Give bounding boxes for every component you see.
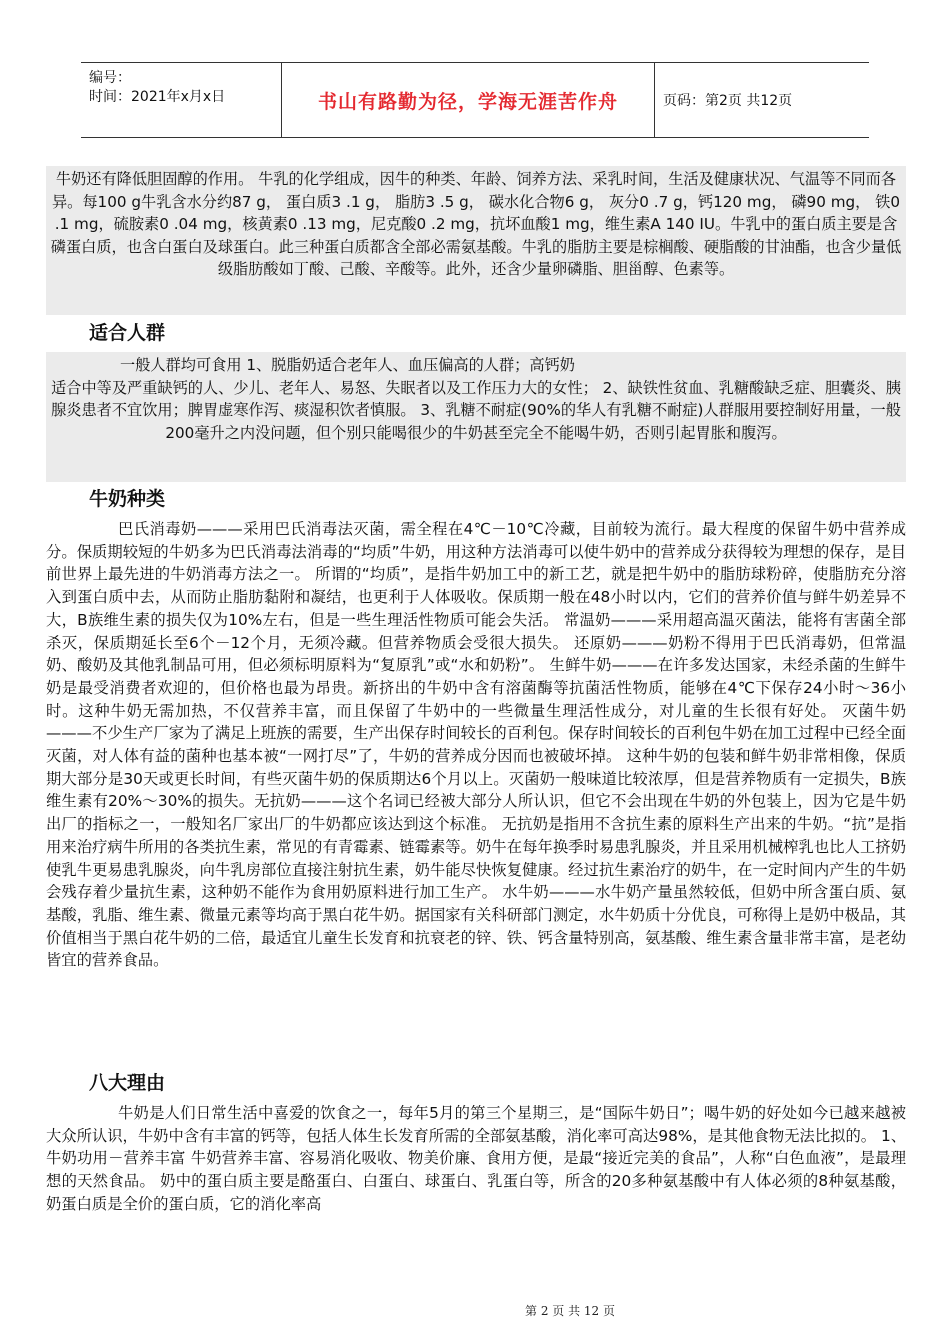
section-suitable-people-line1: 一般人群均可食用 1、脱脂奶适合老年人、血压偏高的人群；高钙奶 [120,356,575,374]
heading-eight-reasons: 八大理由 [89,1072,166,1094]
motto: 书山有路勤为径，学海无涯苦作舟 [282,63,655,137]
section-milk-types [46,518,906,1066]
page-info: 页码：第2页 共12页 [663,93,793,109]
heading-suitable-people: 适合人群 [89,322,166,344]
header-left-cell [81,63,282,137]
section-eight-reasons-text: 牛奶是人们日常生活中喜爱的饮食之一，每年5月的第三个星期三，是“国际牛奶日”；喝牛奶的好处如今已越来越被大众所认识，牛奶中含有丰富的钙等，包括人体生长发育所需的全部氨基酸，消化率可高达98%，是其他食物无法比拟的。 1、牛奶功用－营养丰富 牛奶营养丰富、容易消化吸收、物美价廉、食用方便，是最“接近完美的食品”，人称“白色血液”，是最理想的天然食品。 奶中的蛋白质主要是酪蛋白、白蛋白、球蛋白、乳蛋白等，所含的20多种氨基酸中有人体必须的8种氨基酸，奶蛋白质是全价的蛋白质，它的消化率高 [46,1104,906,1213]
section-eight-reasons [46,1102,906,1232]
number-label: 编号： [89,70,131,86]
section-milk-composition [46,166,906,315]
section-suitable-people-text: 适合中等及严重缺钙的人、少儿、老年人、易怒、失眠者以及工作压力大的女性； 2、缺铁性贫血、乳糖酸缺乏症、胆囊炎、胰腺炎患者不宜饮用；脾胃虚寒作泻、痰湿积饮者慎服。 3、乳糖不耐症(90%的华人有乳糖不耐症)人群服用要控制好用量，一般200毫升之内没问题，但个别只能喝很少的牛奶甚至完全不能喝牛奶，否则引起胃胀和腹泻。 [51,378,901,442]
header-table [81,62,869,138]
time-label: 时间：2021年x月x日 [89,89,226,105]
page-footer: 第 2 页 共 12 页 [525,1304,615,1318]
section-milk-composition-text: 牛奶还有降低胆固醇的作用。 牛乳的化学组成，因牛的种类、年龄、饲养方法、采乳时间，生活及健康状况、气温等不同而各异。每100 g牛乳含水分约87 g， 蛋白质3 .1 g， 脂肪3 .5 g， 碳水化合物6 g， 灰分0 .7 g，钙120 mg， 磷90 mg， 铁0 .1 mg，硫胺素0 .04 mg，核黄素0 .13 mg，尼克酸0 .2 mg，抗坏血酸1 mg，维生素A 140 IU。牛乳中的蛋白质主要是含磷蛋白质，也含白蛋白及球蛋白。此三种蛋白质都含全部必需氨基酸。牛乳的脂肪主要是棕榈酸、硬脂酸的甘油酯，也含少量低级脂肪酸如丁酸、己酸、辛酸等。此外，还含少量卵磷脂、胆甾醇、色素等。 [50,170,902,279]
section-milk-types-text: 巴氏消毒奶———采用巴氏消毒法灭菌，需全程在4℃－10℃冷藏，目前较为流行。最大程度的保留牛奶中营养成分。保质期较短的牛奶多为巴氏消毒法消毒的“均质”牛奶，用这种方法消毒可以使牛奶中的营养成分获得较为理想的保存，是目前世界上最先进的牛奶消毒方法之一。 所谓的“均质”，是指牛奶加工中的新工艺，就是把牛奶中的脂肪球粉碎，使脂肪充分溶入到蛋白质中去，从而防止脂肪黏附和凝结，也更利于人体吸收。保质期一般在48小时以内，它们的营养价值与鲜牛奶差异不大，B族维生素的损失仅为10%左右，但是一些生理活性物质可能会失活。 常温奶———采用超高温灭菌法，能将有害菌全部杀灭，保质期延长至6个－12个月，无须冷藏。但营养物质会受很大损失。 还原奶———奶粉不得用于巴氏消毒奶，但常温奶、酸奶及其他乳制品可用，但必须标明原料为“复原乳”或“水和奶粉”。 生鲜牛奶———在许多发达国家，未经杀菌的生鲜牛奶是最受消费者欢迎的，但价格也最为昂贵。新挤出的牛奶中含有溶菌酶等抗菌活性物质，能够在4℃下保存24小时～36小时。这种牛奶无需加热，不仅营养丰富，而且保留了牛奶中的一些微量生理活性成分，对儿童的生长很有好处。 灭菌牛奶———不少生产厂家为了满足上班族的需要，生产出保存时间较长的百利包。保存时间较长的百利包牛奶在加工过程中已经全面灭菌，对人体有益的菌种也基本被“一网打尽”了，牛奶的营养成分因而也被破坏掉。 这种牛奶的包装和鲜牛奶非常相像，保质期大部分是30天或更长时间，有些灭菌牛奶的保质期达6个月以上。灭菌奶一般味道比较浓厚，但是营养物质有一定损失，B族维生素有20%～30%的损失。无抗奶———这个名词已经被大部分人所认识，但它不会出现在牛奶的外包装上，因为它是牛奶出厂的指标之一，一般知名厂家出厂的牛奶都应该达到这个标准。 无抗奶是指用不含抗生素的原料生产出来的牛奶。“抗”是指用来治疗病牛所用的各类抗生素，常见的有青霉素、链霉素等。奶牛在每年换季时易患乳腺炎，并且采用机械榨乳也比人工挤奶使乳牛更易患乳腺炎，向牛乳房部位直接注射抗生素，奶牛能尽快恢复健康。经过抗生素治疗的奶牛，在一定时间内产生的牛奶会残存着少量抗生素，这种奶不能作为食用奶原料进行加工生产。 水牛奶———水牛奶产量虽然较低，但奶中所含蛋白质、氨基酸，乳脂、维生素、微量元素等均高于黑白花牛奶。据国家有关科研部门测定，水牛奶质十分优良，可称得上是奶中极品，其价值相当于黑白花牛奶的二倍，最适宜儿童生长发育和抗衰老的锌、铁、钙含量特别高，氨基酸、维生素含量非常丰富，是老幼皆宜的营养食品。 [46,520,906,970]
heading-milk-types: 牛奶种类 [89,488,166,510]
section-suitable-people [46,352,906,482]
